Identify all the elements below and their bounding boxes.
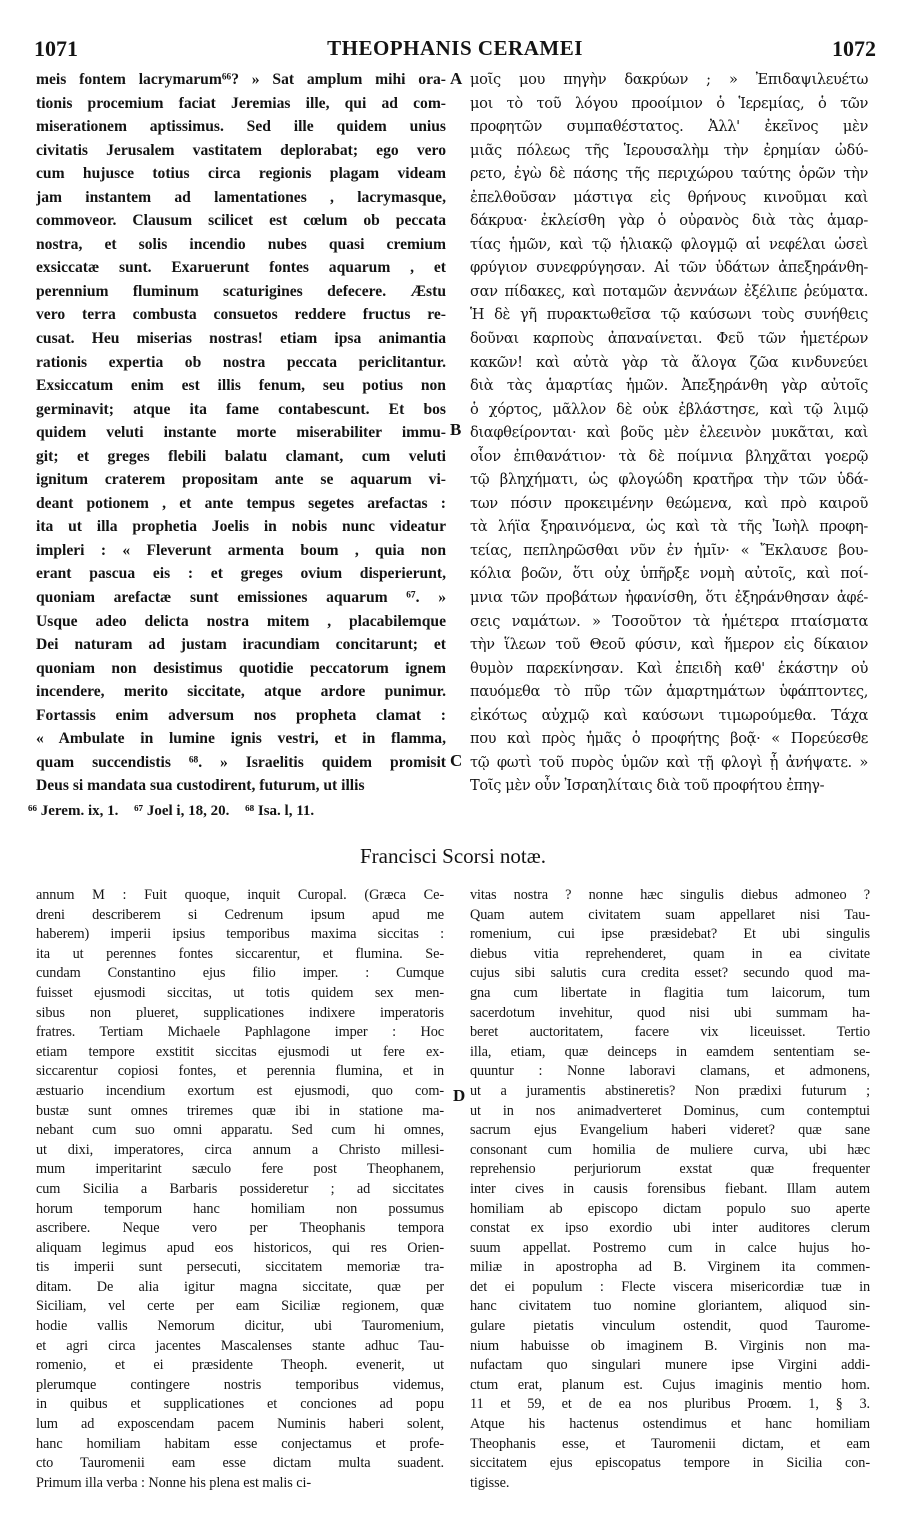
text-line: nium habuisse ob imaginem B. Virginis non ma- — [470, 1337, 870, 1354]
text-line: παυόμεθα τὸ πῦρ τῶν ἁμαρτημάτων ὑφάπτοντες, — [470, 683, 868, 701]
text-line: cusat. Heu miserias nostras! etiam ipsa animantia — [36, 330, 446, 348]
text-line: Dei naturam ad justam iracundiam concitarunt; et — [36, 636, 446, 654]
text-line: æstuario incendium exortum est ejusmodi, quo com- — [36, 1082, 444, 1099]
text-line: hanc homiliam habitam esse conjectamus et profe- — [36, 1435, 444, 1452]
text-line: quoniam arefactæ sunt emissiones aquarum ⁶⁷. » — [36, 589, 446, 607]
text-line: incendere, merito siccitate, atque ardore punimur. — [36, 683, 446, 701]
text-line: diebus vitia reprehenderet, quam in ea civitate — [470, 945, 870, 962]
text-line: dreni describerem si Cedrenum ipsum apud me — [36, 906, 444, 923]
notes-right-column — [470, 886, 870, 1493]
text-line: ita ut perennes fontes siccarentur, et flumina. Se- — [36, 945, 444, 962]
text-line: civitatis Jerusalem vastitatem deplorabat; ego vero — [36, 141, 446, 159]
text-line: ita ut illa prophetia Joelis in nobis nunc videatur — [36, 518, 446, 536]
footnote: ⁶⁶ Jerem. ix, 1. — [28, 803, 119, 819]
text-line: φρύγιον συνεφρύγησαν. Αἱ τῶν ὑδάτων ἀπεξηράνθη- — [470, 259, 868, 277]
text-line: annum M : Fuit quoque, inquit Curopal. (Græca Ce- — [36, 887, 444, 903]
section-marker-a: A — [450, 69, 463, 88]
section-marker-c: C — [450, 751, 463, 770]
text-line: κόλια βοῶν, ὅτι οὐχ ὑπῆρξε νομὴ αὐτοῖς, καὶ ποί- — [470, 565, 868, 583]
text-line: ascribere. Neque vero per Theophanis tempora — [36, 1220, 444, 1237]
text-line: Theophanis esse, et Tauromenii dictam, et eam — [470, 1435, 870, 1452]
text-line: Siciliam, vel certe per eam Siciliæ regionem, quæ — [36, 1298, 444, 1315]
text-line: vitas nostra ? nonne hæc singulis diebus admoneo ? — [470, 887, 870, 903]
text-line: τῷ φωτὶ τοῦ πυρὸς ὑμῶν καὶ τῇ φλογὶ ᾗ ἀνήψατε. » — [470, 753, 868, 771]
text-line: κακῶν! καὶ αὐτὰ γὰρ τὰ ἄλογα ζῶα κινδυνεύει — [470, 353, 868, 371]
text-line: διὰ τὰς ἁμαρτίας ἡμῶν. Ἀπεξηράνθη γὰρ αὐτοῖς — [470, 377, 868, 395]
text-line: reprehensio perjuriorum exstat quæ frequenter — [470, 1161, 870, 1178]
text-line: sibus non plueret, supplicationes indixere imperatoris — [36, 1004, 444, 1021]
text-line: που καὶ πρὸς ἡμᾶς ὁ προφήτης βοᾷ· « Πορεύεσθε — [470, 730, 868, 748]
text-line: cujus sibi salutis cura credita esset? secundo quod ma- — [470, 965, 870, 982]
text-line: horum temporum hanc homiliam non possumus — [36, 1200, 444, 1217]
text-line: plerumque contingere nostris temporibus videmus, — [36, 1376, 444, 1393]
page-number-left: 1071 — [34, 36, 78, 61]
text-line: miliæ in apostropha ad B. Virginem ita commen- — [470, 1259, 870, 1276]
text-line: homiliam ab episcopo dictam populo suo aperte — [470, 1200, 870, 1217]
text-line: jam instantem ad lamentationes , lacrymasque, — [36, 188, 446, 206]
text-line: quidem veluti instante morte miserabiliter immu- — [36, 424, 446, 442]
text-line: romenium, cui ipse præsidebat? Et ubi singulis — [470, 926, 870, 943]
text-line: 11 et 59, et de ea nos pluribus Proœm. 1, § 3. — [470, 1396, 870, 1413]
text-line: quoniam non desistimus quotidie peccatorum ignem — [36, 659, 446, 677]
text-line: τῷ βληχήματι, ὡς φλογώδη κρατῆρα τὴν τῶν ὑδά- — [470, 471, 868, 489]
text-line: τίας ἡμῶν, καὶ τῷ ἡλιακῷ φλογμῷ αἱ νεφέλαι ὡσεὶ — [470, 235, 868, 253]
text-line: in quibus et supplicationes et conciones ad popu — [36, 1396, 444, 1413]
text-line: nebant cum suo omni apparatu. Sed cum hi omnes, — [36, 1122, 444, 1139]
text-line: τὰ λήϊα ξηραινόμενα, ὡς καὶ τὰ τῆς Ἰωὴλ προφη- — [470, 518, 868, 536]
text-line: etiam tempore exstitit siccitas ejusmodi ut fere ex- — [36, 1043, 444, 1060]
text-line: ctum erat, planum est. Cujus imaginis mentio hom. — [470, 1376, 870, 1393]
text-line: commoveor. Clausum scilicet est cœlum ob peccata — [36, 212, 446, 230]
text-line: Primum illa verba : Nonne his plena est malis ci- — [36, 1474, 312, 1491]
text-line: quam succendistis ⁶⁸. » Israelitis quidem promisit — [36, 753, 446, 771]
text-line: inter cives in causis forensibus fiebant. Illam autem — [470, 1180, 870, 1197]
text-line: tionis procemium faciat Jeremias ille, qui ad com- — [36, 94, 446, 112]
text-line: siccitatem ejus episcopatus tempore in Sicilia con- — [470, 1455, 870, 1472]
text-line: τείας, πεπληρῶσθαι νῦν ἐν ἡμῖν· « Ἔκλαυσε βου- — [470, 541, 868, 559]
text-line: rationis expertia ob nostra peccata periclitantur. — [36, 353, 446, 371]
text-line: hodie vallis Nemorum dicitur, ubi Tauromenium, — [36, 1318, 444, 1335]
text-line: δάκρυα· ἐκλείσθη γὰρ ὁ οὐρανὸς διὰ τὰς ἁμαρ- — [470, 212, 868, 230]
text-line: εἰκότως αὐχμῷ καὶ καύσωνι τιμωρούμεθα. Τάχα — [470, 706, 868, 724]
text-line: των πόσιν προκειμένην θεώμενα, καὶ πρὸ καιροῦ — [470, 494, 868, 512]
text-line: gulare pietatis vinculum ostendit, quod Taurome- — [470, 1318, 870, 1335]
section-marker-d: D — [453, 1086, 466, 1105]
text-line: ut in nos animadverteret Dominus, cum contemptui — [470, 1102, 870, 1119]
text-line: meis fontem lacrymarum⁶⁶? » Sat amplum mihi ora- — [36, 71, 446, 88]
text-line: ut a juramentis abstineretis? Non prædixi futurum ; — [470, 1082, 870, 1099]
text-line: siccarentur copiosi fontes, et perennia flumina, et in — [36, 1063, 444, 1080]
text-line: Exsiccatum enim est illis fenum, seu potius non — [36, 377, 446, 395]
page-number-right: 1072 — [832, 36, 876, 61]
text-line: tis imperii sunt persecuti, siccitatem memoriæ tra- — [36, 1259, 444, 1276]
text-line: Usque adeo delicta nostra mitem , placabilemque — [36, 612, 446, 630]
text-line: impleri : « Fleverunt armenta boum , quia non — [36, 541, 446, 559]
text-line: nufactam quo singulari munere ipse Virgini addi- — [470, 1357, 870, 1374]
text-line: quuntur : Nonne laboravi clamans, et admonens, — [470, 1063, 870, 1080]
text-line: haberem) imperii ipsius temporibus maxima siccitas : — [36, 926, 444, 943]
footnote: ⁶⁸ Isa. l, 11. — [245, 803, 315, 819]
text-line: cum hujusce totius circa regionis plagam videam — [36, 165, 446, 183]
text-line: miserationem aptissimus. Sed ille quidem unius — [36, 118, 446, 136]
text-line: nostra, et solis incendio nubes quasi cremium — [36, 235, 446, 253]
footnotes — [28, 803, 326, 820]
text-line: θυμὸν παρεκίνησαν. Καὶ ἐπειδὴ καθ' ἑκάστην οὐ — [470, 659, 868, 677]
text-line: Atque his hactenus ostendimus et hanc homiliam — [470, 1416, 870, 1433]
page-header — [34, 36, 876, 64]
text-line: cum Sicilia a Barbaris possideretur ; ad siccitates — [36, 1180, 444, 1197]
text-line: sacerdotum invehitur, quod nisi ubi summam ha- — [470, 1004, 870, 1021]
text-line: bustæ sunt omnes triremes quæ ibi in statione ma- — [36, 1102, 444, 1119]
text-line: aliquam legimus apud eos historicos, qui res Orien- — [36, 1239, 444, 1256]
text-line: vero terra combusta consuetos reddere fructus re- — [36, 306, 446, 324]
text-line: σαν πίδακες, καὶ ποταμῶν ἀεννάων ἐξέλιπε ῥεύματα. — [470, 282, 868, 300]
notes-heading: Francisci Scorsi notæ. — [359, 844, 547, 868]
text-line: ὁ χόρτος, μᾶλλον δὲ οὐκ ἐβλάστησε, καὶ τῷ λιμῷ — [470, 400, 868, 418]
text-line: illa, etiam, quæ deinceps in eamdem sententiam se- — [470, 1043, 870, 1060]
notes-left-column — [36, 886, 444, 1493]
text-line: Ἡ δὲ γῆ πυρακτωθεῖσα τῷ καύσωνι τοὺς συνήθεις — [470, 306, 868, 324]
text-line: suum appellat. Postremo cum in calce hujus ho- — [470, 1239, 870, 1256]
text-line: tigisse. — [470, 1474, 510, 1491]
text-line: δοῦναι καρποὺς ἀπαναίνεται. Φεῦ τῶν ἡμετέρων — [470, 330, 868, 348]
text-line: σεις ναμάτων. » Τοσοῦτον τὰ ἡμέτερα πταίσματα — [470, 612, 868, 630]
text-line: τὴν ἵλεων τοῦ Θεοῦ φύσιν, καὶ ἥμερον εἰς δίκαιον — [470, 636, 868, 654]
text-line: Τοῖς μὲν οὖν Ἰσραηλίταις διὰ τοῦ προφήτου ἐπηγ- — [470, 777, 825, 795]
text-line: ρετο, ἐγὼ δὲ πάσης τῆς περιχώρου ταύτης ὁρῶν τὴν — [470, 165, 868, 183]
text-line: ignitum craterem propositam ante se aquarum vi- — [36, 471, 446, 489]
text-line: constat ex ipso exordio ubi inter auditores clerum — [470, 1220, 870, 1237]
text-line: μοι τὸ τοῦ λόγου προοίμιον ὁ Ἱερεμίας, ὁ τῶν — [470, 94, 868, 112]
text-line: Quam autem civitatem suam appellaret nisi Tau- — [470, 906, 870, 923]
text-line: et agri circa jacentes Mascalenses stante adhuc Tau- — [36, 1337, 444, 1354]
text-line: romenio, et ei præsidente Theoph. evenerit, ut — [36, 1357, 444, 1374]
text-line: διαφθείρονται· καὶ βοῦς μὲν ἐλεεινὸν μυκᾶται, καὶ — [470, 424, 868, 442]
text-line: hanc civitatem tuo nomine gloriantem, aliquod sin- — [470, 1298, 870, 1315]
text-line: ut dixi, imperatores, circa annum a Christo millesi- — [36, 1141, 444, 1158]
text-line: μνια τῶν προβάτων ἠφανίσθη, ὅτι ἐξηράνθησαν ἀφέ- — [470, 589, 868, 607]
text-line: perennium fluminum scaturigines defecere. Æstu — [36, 282, 446, 300]
text-line: ἐπελθοῦσαν μάστιγα εἰς θρήνους κινοῦμαι καὶ — [470, 188, 868, 206]
text-line: consonant cum homilia de muliere curva, ubi hæc — [470, 1141, 870, 1158]
latin-text-column — [36, 68, 446, 798]
text-line: μοῖς μου πηγὴν δακρύων ; » Ἐπιδαψιλευέτω — [470, 71, 868, 88]
text-line: fratres. Tertiam Michaele Paphlagone imper : Hoc — [36, 1024, 444, 1041]
text-line: « Ambulate in lumine ignis vestri, et in flamma, — [36, 730, 446, 748]
text-line: οἷον ἐπιθανάτιον· τὰ δὲ ποίμνια βληχᾶται γοερῷ — [470, 447, 868, 465]
text-line: deant potionem , et ante tempus segetes arefactas : — [36, 494, 446, 512]
running-title: THEOPHANIS CERAMEI — [327, 36, 583, 60]
text-line: det ei populum : Flecte viscera misericordiæ tuæ in — [470, 1278, 870, 1295]
text-line: Deus si mandata sua custodirent, futurum, ut illis — [36, 777, 365, 795]
text-line: germinavit; atque ita fame contabescunt. Et bos — [36, 400, 446, 418]
footnote: ⁶⁷ Joel i, 18, 20. — [134, 803, 230, 819]
text-line: gna cum libertate in flagitia tum laicorum, tum — [470, 984, 870, 1001]
text-line: Fortassis enim adversum nos propheta clamat : — [36, 706, 446, 724]
text-line: fuisset ejusmodi siccitas, ut totis quidem sex men- — [36, 984, 444, 1001]
text-line: erant pascua eis : et greges ovium disperierunt, — [36, 565, 446, 583]
text-line: ditam. De alia igitur magna siccitate, quæ per — [36, 1278, 444, 1295]
text-line: cto Tauromenii eam esse dictam multa suadent. — [36, 1455, 444, 1472]
text-line: μιᾶς πόλεως τῆς Ἱερουσαλὴμ τὴν ἐρημίαν ὠδύ- — [470, 141, 868, 159]
text-line: exsiccatæ sunt. Exaruerunt fontes aquarum , et — [36, 259, 446, 277]
section-marker-b: B — [450, 420, 462, 439]
greek-text-column — [470, 68, 868, 798]
text-line: sacrum ejus Evangelium haberi videret? quæ sane — [470, 1122, 870, 1139]
text-line: προφητῶν συμπαθέστατος. Ἀλλ' ἐκεῖνος μὲν — [470, 118, 868, 136]
text-line: beret auctoritatem, facere vix liceuisset. Tertio — [470, 1024, 870, 1041]
text-line: cundam Constantino ejus filio imper. : Cumque — [36, 965, 444, 982]
text-line: git; et greges flebili balatu clamant, cum veluti — [36, 447, 446, 465]
text-line: lum ad exposcendam pacem Numinis haberi solent, — [36, 1416, 444, 1433]
text-line: mum imperitarint sæculo fere post Theophanem, — [36, 1161, 444, 1178]
